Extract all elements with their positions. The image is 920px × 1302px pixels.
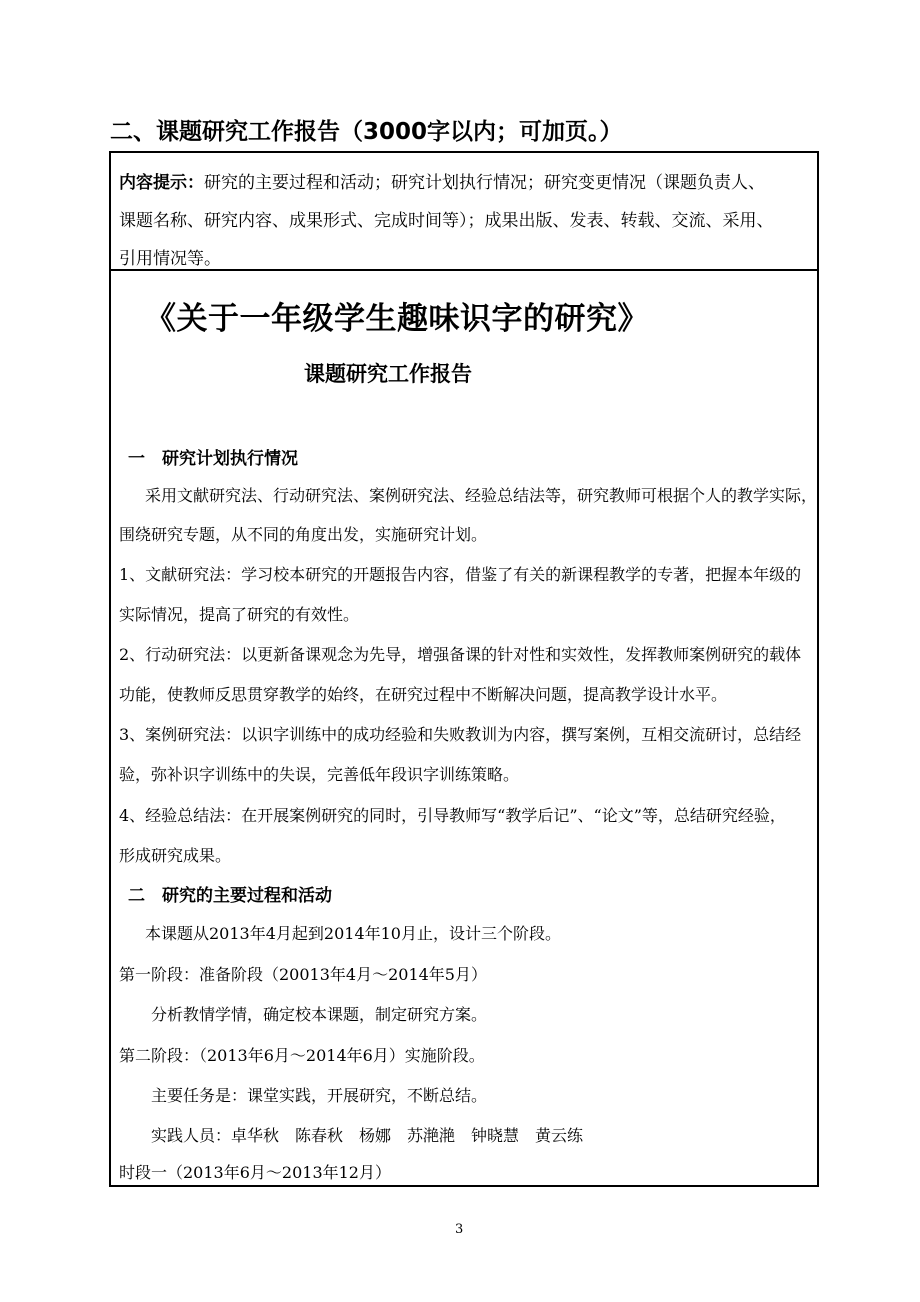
hint-text: 研究的主要过程和活动；研究计划执行情况；研究变更情况（课题负责人、 (204, 173, 765, 193)
paragraph-line: 形成研究成果。 (119, 846, 232, 865)
report-title: 《关于一年级学生趣味识字的研究》 (145, 301, 649, 337)
paragraph-line: 1、文献研究法：学习校本研究的开题报告内容，借鉴了有关的新课程教学的专著，把握本年级的 (119, 565, 802, 584)
section-heading: 二、课题研究工作报告（3000字以内；可加页。） (110, 119, 623, 145)
paragraph-line: 主要任务是：课堂实践，开展研究，不断总结。 (151, 1086, 488, 1105)
paragraph-line: 验，弥补识字训练中的失误，完善低年段识字训练策略。 (119, 765, 520, 784)
paragraph-line: 4、经验总结法：在开展案例研究的同时，引导教师写“教学后记”、“论文”等，总结研究经验， (119, 806, 786, 825)
hint-label: 内容提示： (119, 173, 204, 193)
paragraph-line: 采用文献研究法、行动研究法、案例研究法、经验总结法等，研究教师可根据个人的教学实际， (145, 486, 818, 505)
report-table (109, 151, 819, 1187)
content-hint-cell (111, 153, 817, 271)
paragraph-line: 时段一（2013年6月～2013年12月） (119, 1163, 391, 1182)
section1-heading: 一 研究计划执行情况 (128, 449, 298, 469)
paragraph-line: 第二阶段：（2013年6月～2014年6月）实施阶段。 (119, 1046, 485, 1065)
hint-line-3: 引用情况等。 (119, 249, 221, 269)
report-subtitle: 课题研究工作报告 (304, 362, 472, 386)
paragraph-line: 3、案例研究法：以识字训练中的成功经验和失败教训为内容，撰写案例，互相交流研讨，总结经 (119, 725, 802, 744)
paragraph-line: 第一阶段：准备阶段（20013年4月～2014年5月） (119, 965, 487, 984)
hint-line-1 (119, 168, 765, 193)
hint-line-2: 课题名称、研究内容、成果形式、完成时间等）；成果出版、发表、转载、交流、采用、 (119, 211, 774, 231)
paragraph-line: 功能，使教师反思贯穿教学的始终，在研究过程中不断解决问题，提高教学设计水平。 (119, 685, 728, 704)
paragraph-line: 围绕研究专题，从不同的角度出发，实施研究计划。 (119, 525, 488, 544)
page-number: 3 (455, 1222, 464, 1237)
paragraph-line: 实践人员：卓华秋 陈春秋 杨娜 苏滟滟 钟晓慧 黄云练 (151, 1126, 584, 1145)
paragraph-line: 实际情况，提高了研究的有效性。 (119, 605, 360, 624)
section2-heading: 二 研究的主要过程和活动 (128, 886, 332, 906)
paragraph-line: 本课题从2013年4月起到2014年10月止，设计三个阶段。 (145, 924, 561, 943)
paragraph-line: 分析教情学情，确定校本课题，制定研究方案。 (151, 1005, 488, 1024)
paragraph-line: 2、行动研究法：以更新备课观念为先导，增强备课的针对性和实效性，发挥教师案例研究的载体 (119, 645, 802, 664)
